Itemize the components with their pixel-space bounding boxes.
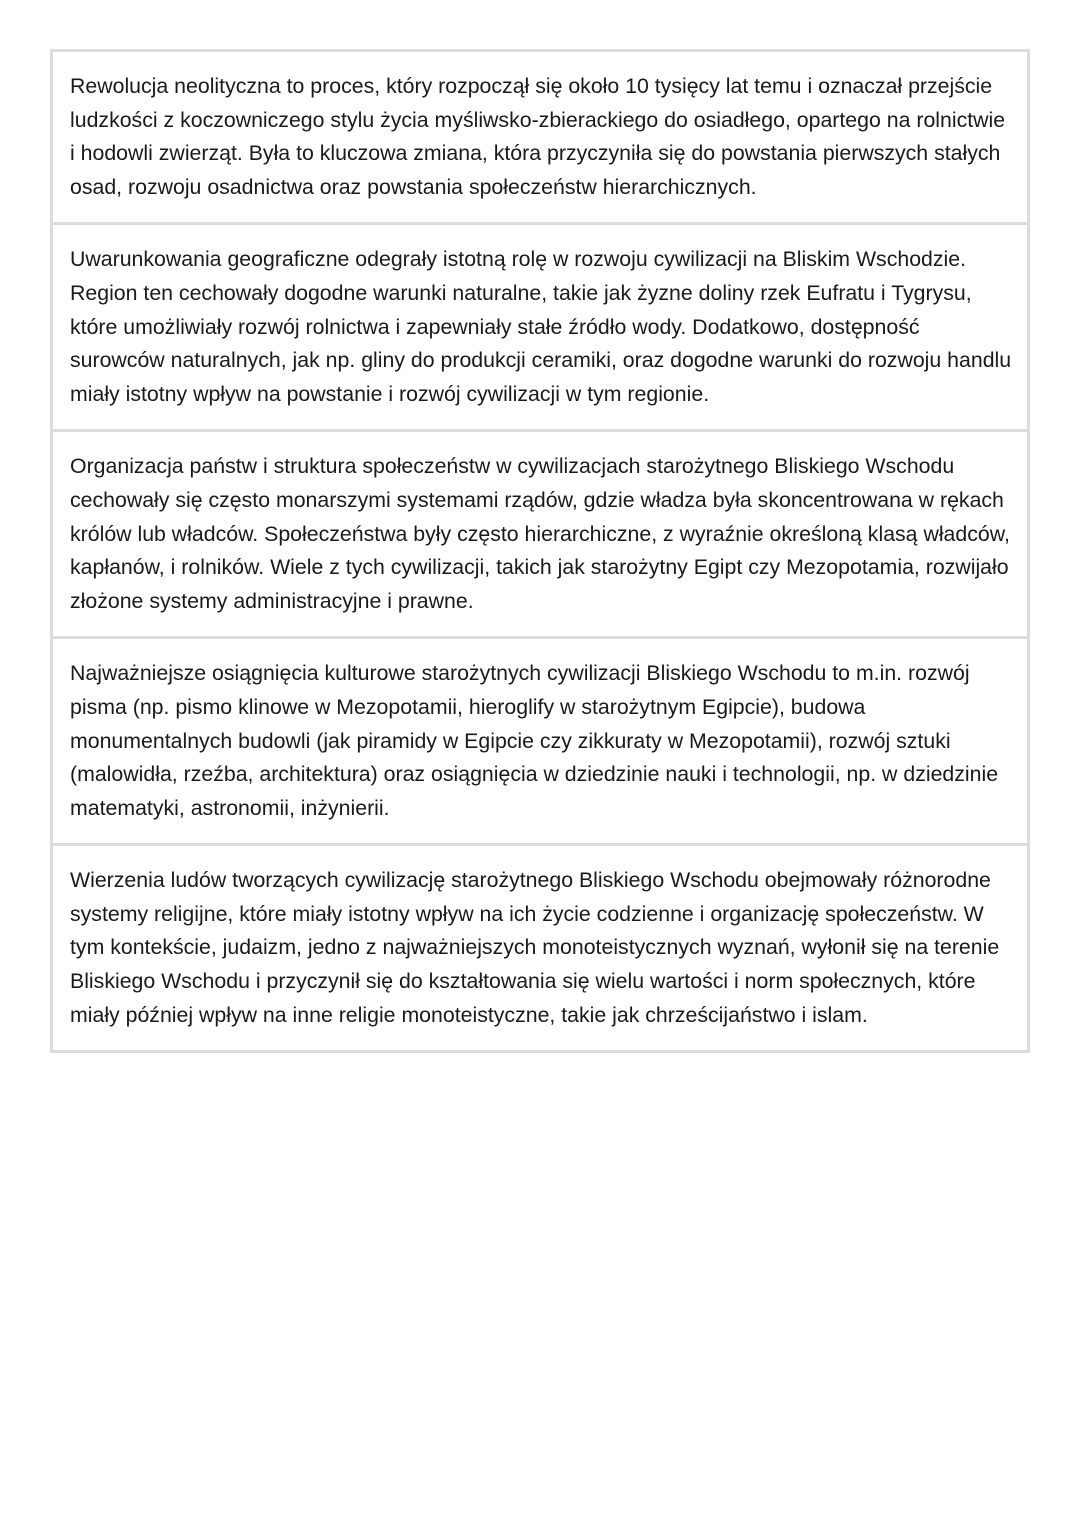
note-text: Wierzenia ludów tworzących cywilizację starożytnego Bliskiego Wschodu obejmowały różnorodne systemy religijne, które miały istotny wpływ na ich życie codzienne i organizację społeczeństw. W tym kontekście, judaizm, jedno z najważniejszych monoteistycznych wyznań, wyłonił się na terenie Bliskiego Wschodu i przyczynił się do kształtowania się wielu wartości i norm społecznych, które miały później wpływ na inne religie monoteistyczne, takie jak chrześcijaństwo i islam. xyxy=(70,868,1000,1027)
note-panel-geography xyxy=(53,222,1027,429)
note-panel-beliefs xyxy=(53,843,1027,1050)
note-panel-state-organization xyxy=(53,429,1027,636)
note-text: Organizacja państw i struktura społeczeństw w cywilizacjach starożytnego Bliskiego Wschodu cechowały się często monarszymi systemami rządów, gdzie władza była skoncentrowana w rękach królów lub władców. Społeczeństwa były często hierarchiczne, z wyraźnie określoną klasą władców, kapłanów, i rolników. Wiele z tych cywilizacji, takich jak starożytny Egipt czy Mezopotamia, rozwijało złożone systemy administracyjne i prawne. xyxy=(70,454,1010,613)
note-text: Rewolucja neolityczna to proces, który rozpoczął się około 10 tysięcy lat temu i oznaczał przejście ludzkości z koczowniczego stylu życia myśliwsko-zbierackiego do osiadłego, opartego na rolnictwie i hodowli zwierząt. Była to kluczowa zmiana, która przyczyniła się do powstania pierwszych stałych osad, rozwoju osadnictwa oraz powstania społeczeństw hierarchicznych. xyxy=(70,74,1006,199)
notes-panel-list xyxy=(50,49,1030,1053)
note-text: Najważniejsze osiągnięcia kulturowe starożytnych cywilizacji Bliskiego Wschodu to m.in. rozwój pisma (np. pismo klinowe w Mezopotamii, hieroglify w starożytnym Egipcie), budowa monumentalnych budowli (jak piramidy w Egipcie czy zikkuraty w Mezopotamii), rozwój sztuki (malowidła, rzeźba, architektura) oraz osiągnięcia w dziedzinie nauki i technologii, np. w dziedzinie matematyki, astronomii, inżynierii. xyxy=(70,661,999,820)
note-text: Uwarunkowania geograficzne odegrały istotną rolę w rozwoju cywilizacji na Bliskim Wschodzie. Region ten cechowały dogodne warunki naturalne, takie jak żyzne doliny rzek Eufratu i Tygrysu, które umożliwiały rozwój rolnictwa i zapewniały stałe źródło wody. Dodatkowo, dostępność surowców naturalnych, jak np. gliny do produkcji ceramiki, oraz dogodne warunki do rozwoju handlu miały istotny wpływ na powstanie i rozwój cywilizacji w tym regionie. xyxy=(70,247,1012,406)
note-panel-neolithic-revolution xyxy=(53,52,1027,222)
note-panel-cultural-achievements xyxy=(53,636,1027,843)
